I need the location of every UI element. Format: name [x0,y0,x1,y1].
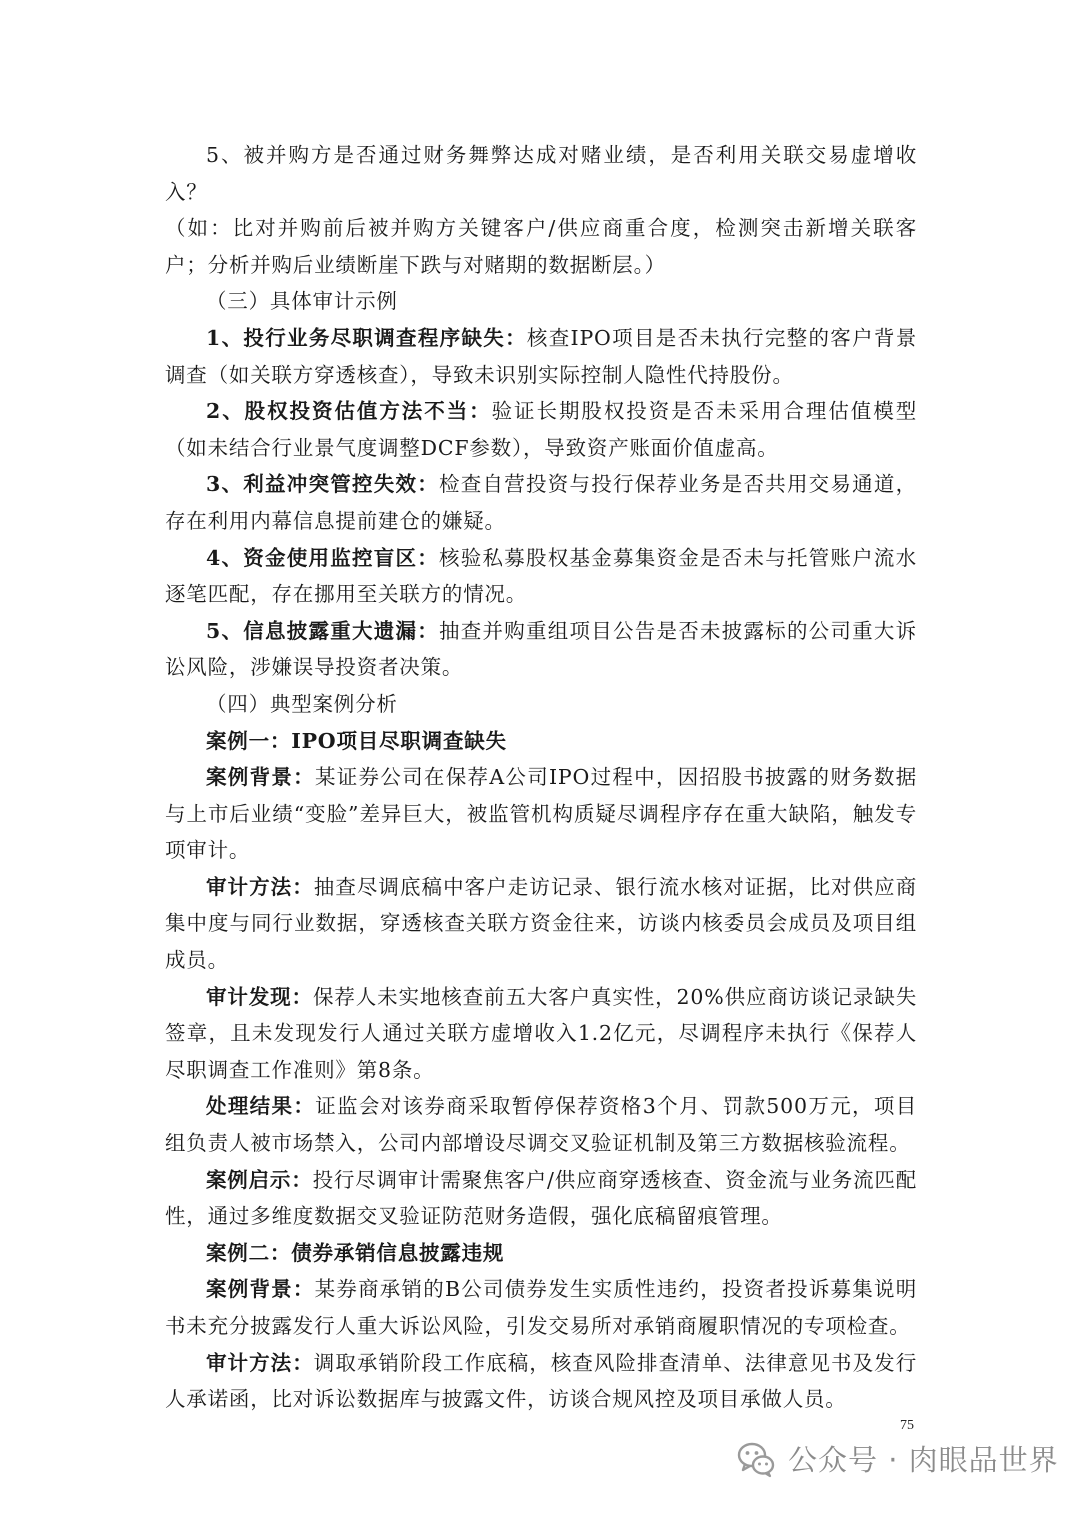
case-1-findings: 审计发现：保荐人未实地核查前五大客户真实性，20%供应商访谈记录缺失签章，且未发现发行人通过关联方虚增收入1.2亿元，尽调程序未执行《保荐人尽职调查工作准则》第8条。 [165,984,918,1082]
lead-text: 审计方法： [206,1350,314,1375]
lead-text: 5、信息披露重大遗漏： [206,618,439,643]
audit-example-3: 3、利益冲突管控失效：检查自营投资与投行保荐业务是否共用交易通道，存在利用内幕信息提前建仓的嫌疑。 [165,472,917,533]
audit-example-1: 1、投行业务尽职调查程序缺失：核查IPO项目是否未执行完整的客户背景调查（如关联方穿透核查），导致未识别实际控制人隐性代持股份。 [165,325,917,387]
lead-text: 案例背景： [206,765,315,790]
wechat-icon [736,1439,776,1479]
lead-text: 4、资金使用监控盲区： [206,545,439,570]
section-heading-3: （三）具体审计示例 [206,289,398,314]
lead-text: 处理结果： [206,1094,316,1119]
watermark-text: 公众号 · 肉眼品世界 [788,1443,1059,1477]
page-number: 75 [900,1418,914,1433]
paragraph-2: （如：比对并购前后被并购方关键客户/供应商重合度，检测突击新增关联客户；分析并购后业绩断崖下跌与对赌期的数据断层。） [165,216,917,277]
case-2-background: 案例背景：某券商承销的B公司债券发生实质性违约，投资者投诉募集说明书未充分披露发行人重大诉讼风险，引发交易所对承销商履职情况的专项检查。 [165,1277,918,1338]
lead-text: 1、投行业务尽职调查程序缺失： [206,325,527,350]
paragraph-1: 5、被并购方是否通过财务舞弊达成对赌业绩，是否利用关联交易虚增收入？ [165,143,917,204]
audit-example-4: 4、资金使用监控盲区：核验私募股权基金募集资金是否未与托管账户流水逐笔匹配，存在挪用至关联方的情况。 [165,545,917,607]
lead-text: 审计方法： [206,874,314,899]
audit-example-2: 2、股权投资估值方法不当：验证长期股权投资是否未采用合理估值模型（如未结合行业景气度调整DCF参数），导致资产账面价值虚高。 [165,399,917,460]
audit-example-5: 5、信息披露重大遗漏：抽查并购重组项目公告是否未披露标的公司重大诉讼风险，涉嫌误导投资者决策。 [165,618,917,680]
case-1-title: 案例一：IPO项目尽职调查缺失 [206,728,507,753]
lead-text: 审计发现： [206,984,313,1009]
section-heading-4: （四）典型案例分析 [206,691,398,716]
case-1-method: 审计方法：抽查尽调底稿中客户走访记录、银行流水核对证据，比对供应商集中度与同行业数据，穿透核查关联方资金往来，访谈内核委员会成员及项目组成员。 [165,874,917,973]
lead-text: 3、利益冲突管控失效： [206,472,439,497]
case-1-result: 处理结果：证监会对该券商采取暂停保荐资格3个月、罚款500万元，项目组负责人被市场禁入，公司内部增设尽调交叉验证机制及第三方数据核验流程。 [165,1094,918,1156]
document-body [165,137,917,1418]
case-2-method: 审计方法：调取承销阶段工作底稿，核查风险排查清单、法律意见书及发行人承诺函，比对诉讼数据库与披露文件，访谈合规风控及项目承做人员。 [165,1350,917,1412]
lead-text: 2、股权投资估值方法不当： [206,399,492,424]
lead-text: 案例启示： [206,1167,313,1192]
watermark [736,1438,1059,1479]
lead-text: 案例背景： [206,1277,315,1302]
case-1-insight: 案例启示：投行尽调审计需聚焦客户/供应商穿透核查、资金流与业务流匹配性，通过多维度数据交叉验证防范财务造假，强化底稿留痕管理。 [165,1167,917,1229]
case-1-background: 案例背景：某证券公司在保荐A公司IPO过程中，因招股书披露的财务数据与上市后业绩“变脸”差异巨大，被监管机构质疑尽调程序存在重大缺陷，触发专项审计。 [165,765,917,863]
case-2-title: 案例二：债券承销信息披露违规 [206,1240,505,1265]
